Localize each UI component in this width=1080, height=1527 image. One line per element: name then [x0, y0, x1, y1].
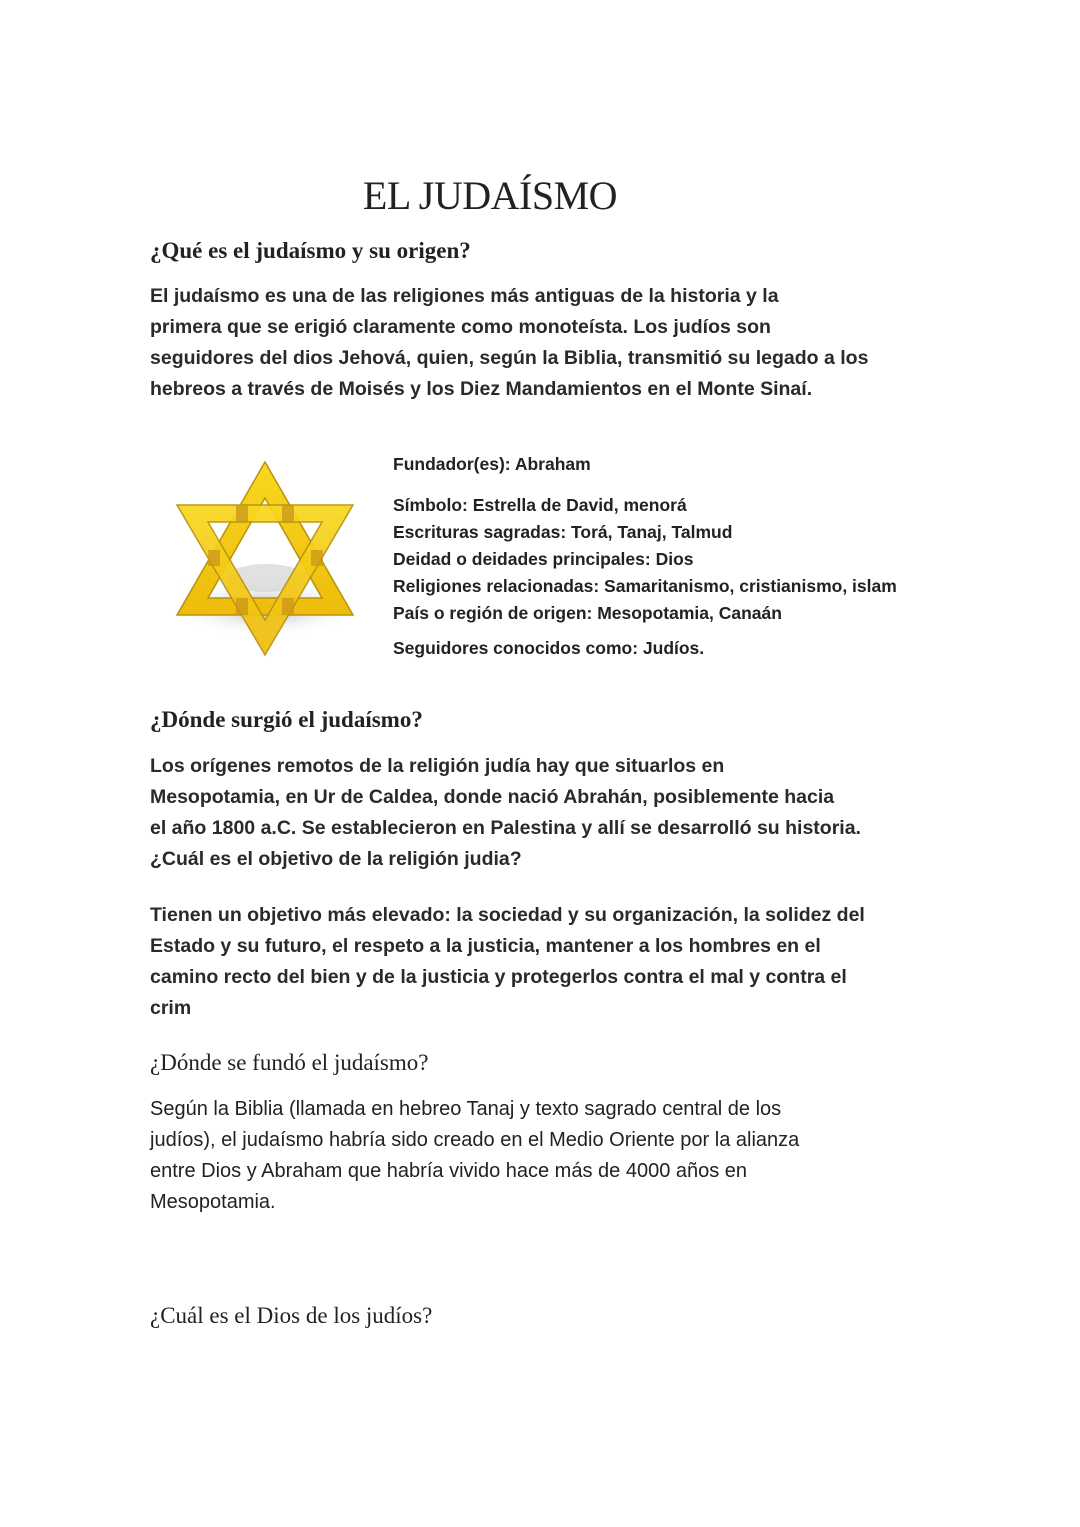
- paragraph-line: Mesopotamia, en Ur de Caldea, donde nació Abrahán, posiblemente hacia: [150, 786, 835, 808]
- paragraph-line: Mesopotamia.: [150, 1191, 276, 1213]
- star-of-david-icon: [148, 450, 378, 672]
- fact-related-religions: Religiones relacionadas: Samaritanismo, cristianismo, islam: [393, 576, 897, 596]
- fact-founder: Fundador(es): Abraham: [393, 454, 591, 474]
- section-paragraph-donde-se-fundo: [150, 1094, 950, 1218]
- facts-list: [393, 452, 897, 662]
- section-paragraph-donde-surgio: [150, 751, 950, 875]
- paragraph-line: hebreos a través de Moisés y los Diez Mandamientos en el Monte Sinaí.: [150, 378, 813, 400]
- paragraph-line: Tienen un objetivo más elevado: la sociedad y su organización, la solidez del: [150, 904, 865, 926]
- paragraph-line: primera que se erigió claramente como monoteísta. Los judíos son: [150, 316, 771, 338]
- paragraph-line: seguidores del dios Jehová, quien, según la Biblia, transmitió su legado a los: [150, 347, 869, 369]
- paragraph-line: entre Dios y Abraham que habría vivido hace más de 4000 años en: [150, 1160, 748, 1182]
- fact-deity: Deidad o deidades principales: Dios: [393, 549, 694, 569]
- paragraph-line: Según la Biblia (llamada en hebreo Tanaj y texto sagrado central de los: [150, 1098, 782, 1120]
- page-title: EL JUDAÍSMO: [362, 173, 618, 218]
- section-paragraph-que-es: [150, 281, 950, 405]
- fact-followers: Seguidores conocidos como: Judíos.: [393, 638, 705, 658]
- paragraph-line: crim: [150, 997, 192, 1019]
- section-heading-dios-judios: ¿Cuál es el Dios de los judíos?: [150, 1303, 433, 1328]
- paragraph-line: ¿Cuál es el objetivo de la religión judia?: [150, 848, 522, 870]
- paragraph-line: El judaísmo es una de las religiones más antiguas de la historia y la: [150, 285, 779, 307]
- star-of-david-image: [148, 450, 378, 672]
- paragraph-line: camino recto del bien y de la justicia y protegerlos contra el mal y contra el: [150, 966, 847, 988]
- section-paragraph-objetivo: [150, 900, 950, 1024]
- section-heading-donde-surgio: ¿Dónde surgió el judaísmo?: [150, 707, 423, 732]
- fact-scriptures: Escrituras sagradas: Torá, Tanaj, Talmud: [393, 522, 733, 542]
- paragraph-line: Estado y su futuro, el respeto a la justicia, mantener a los hombres en el: [150, 935, 821, 957]
- paragraph-line: el año 1800 a.C. Se establecieron en Palestina y allí se desarrolló su historia.: [150, 817, 861, 839]
- section-heading-que-es: ¿Qué es el judaísmo y su origen?: [150, 238, 471, 263]
- fact-symbol: Símbolo: Estrella de David, menorá: [393, 495, 687, 515]
- paragraph-line: judíos), el judaísmo habría sido creado en el Medio Oriente por la alianza: [150, 1129, 800, 1151]
- section-heading-donde-se-fundo: ¿Dónde se fundó el judaísmo?: [150, 1050, 429, 1075]
- fact-origin-region: País o región de origen: Mesopotamia, Canaán: [393, 603, 782, 623]
- paragraph-line: Los orígenes remotos de la religión judía hay que situarlos en: [150, 755, 725, 777]
